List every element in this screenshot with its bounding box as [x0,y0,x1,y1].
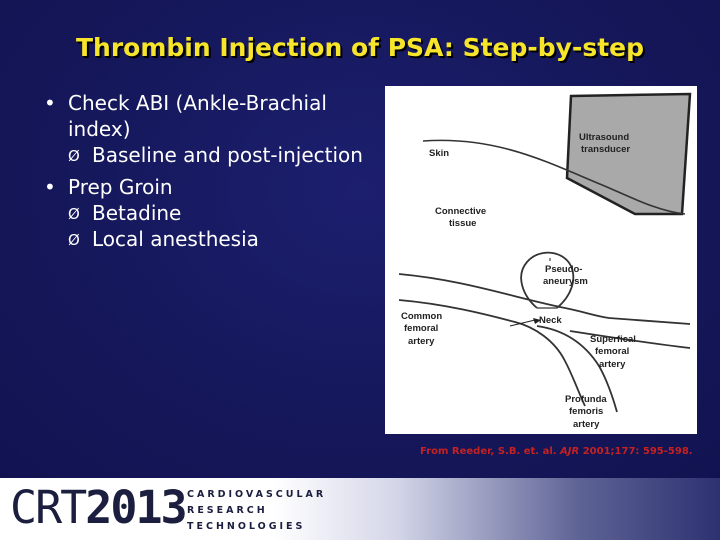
label-transducer: transducer [581,144,631,155]
logo-year: 2013 [85,481,186,534]
bullet-dot: • [44,91,56,115]
sub-bullet-text: Baseline and post-injection [92,143,363,167]
label-transducer: Ultrasound [579,132,630,143]
slide-title: Thrombin Injection of PSA: Step-by-step [75,33,645,62]
sub-bullet-item [44,142,389,168]
logo-word: TECHNOLOGIES [187,521,306,532]
sub-bullet-text: Local anesthesia [92,227,259,251]
sub-bullet-item [44,226,389,252]
label-superficial-femoral: femoral [595,346,630,357]
bullet-text: Check ABI (Ankle-Brachial index) [68,91,327,141]
label-pseudoaneurysm: aneurysm [543,276,588,287]
label-connective: tissue [449,218,477,229]
label-common-femoral: artery [408,336,435,347]
arrow-bullet-icon: Ø [68,205,80,223]
label-profunda-femoris: Profunda [565,394,607,405]
label-neck: Neck [539,315,562,326]
logo-word: CARDIOVASCULAR [187,489,327,500]
citation-reference: 2001;177: 595-598. [582,446,693,457]
label-skin: Skin [429,148,450,159]
arrow-bullet-icon: Ø [68,147,80,165]
label-profunda-femoris: femoris [569,406,604,417]
label-pseudoaneurysm: Pseudo- [545,264,583,275]
label-profunda-femoris: artery [573,419,600,430]
logo-wordmark [187,487,326,535]
label-superficial-femoral: Superfical [590,334,636,345]
pseudoaneurysm-diagram [385,86,697,434]
bullet-item [44,90,389,142]
sub-bullet-text: Betadine [92,201,182,225]
citation-journal: AJR [560,446,580,457]
label-common-femoral: femoral [404,323,439,334]
label-superficial-femoral: artery [599,359,626,370]
label-common-femoral: Common [401,311,443,322]
logo-prefix: CRT [10,481,86,534]
bullet-text: Prep Groin [68,175,173,199]
bullet-list [44,90,389,252]
logo-word: RESEARCH [187,505,268,516]
arrow-bullet-icon: Ø [68,231,80,249]
sub-bullet-item [44,200,389,226]
figure-citation [420,446,710,457]
bullet-item [44,174,389,200]
bullet-dot: • [44,175,56,199]
crt-logo [10,480,186,536]
label-connective: Connective [435,206,487,217]
citation-author: From Reeder, S.B. et. al. [420,446,557,457]
